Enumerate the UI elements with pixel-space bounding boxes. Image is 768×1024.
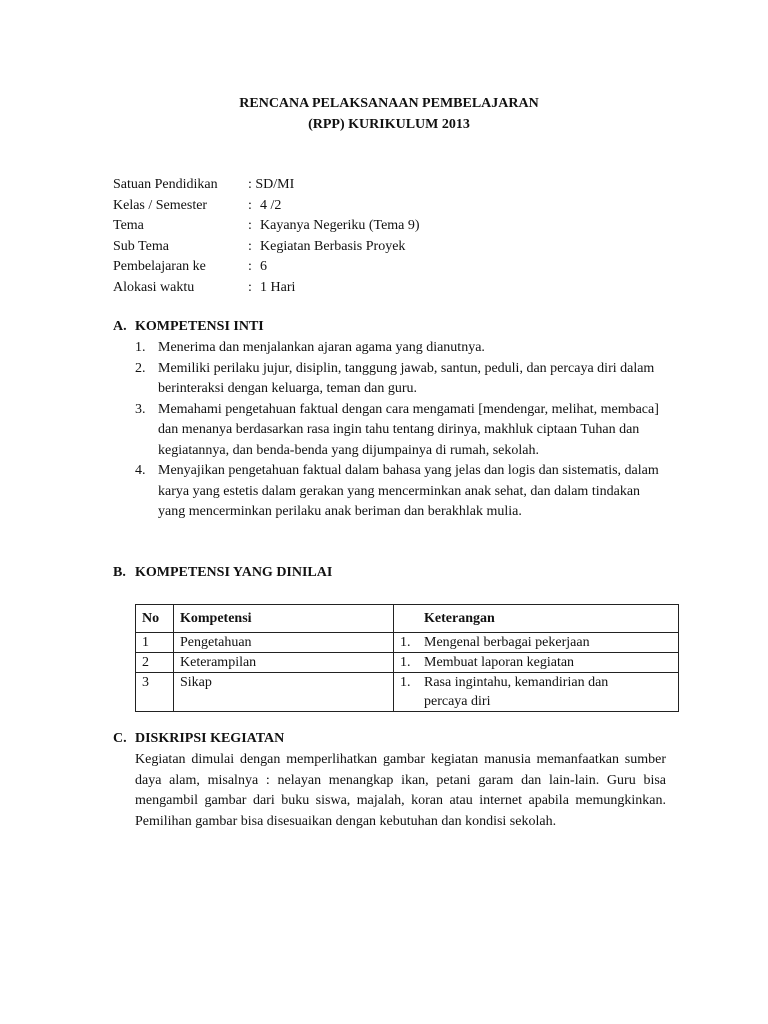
identity-value: 1 Hari bbox=[260, 279, 296, 295]
cell-keterangan bbox=[394, 673, 679, 712]
keterangan-text: Mengenal berbagai pekerjaan bbox=[424, 635, 590, 650]
identity-colon: : bbox=[248, 259, 252, 274]
table-header-row bbox=[136, 605, 679, 633]
list-item-text: Menerima dan menjalankan ajaran agama yang dianutnya. bbox=[158, 340, 485, 355]
identity-colon: : bbox=[248, 218, 252, 233]
section-c-title: DISKRIPSI KEGIATAN bbox=[135, 731, 285, 746]
keterangan-text: Membuat laporan kegiatan bbox=[424, 655, 575, 670]
list-item-text: Memahami pengetahuan faktual dengan cara mengamati [mendengar, melihat, membaca] dan menanya berdasarkan rasa ingin tahu tentang dirinya, makhluk ciptaan Tuhan dan kegiatannya, dan benda-benda yang dijumpainya di rumah, sekolah. bbox=[158, 401, 659, 458]
keterangan-number: 1. bbox=[400, 675, 411, 690]
deskripsi-paragraph: Kegiatan dimulai dengan memperlihatkan gambar kegiatan manusia memanfaatkan sumber daya alam, misalnya : nelayan menangkap ikan, petani garam dan lain-lain. Guru bisa mengambil gambar dari buku siswa, majalah, koran atau internet apabila memungkinkan. Pemilihan gambar bisa disesuaikan dengan kebutuhan dan kondisi sekolah. bbox=[135, 752, 666, 829]
section-a-letter: A. bbox=[113, 319, 127, 334]
cell-no: 3 bbox=[136, 673, 174, 712]
list-item-text: Menyajikan pengetahuan faktual dalam bahasa yang jelas dan logis dan sistematis, dalam karya yang estetis dalam gerakan yang mencerminkan anak sehat, dan dalam tindakan yang mencerminkan perilaku anak beriman dan berakhlak mulia. bbox=[158, 463, 659, 519]
section-a-heading bbox=[113, 317, 264, 338]
identity-label: Tema bbox=[113, 218, 144, 233]
section-c-heading bbox=[113, 729, 284, 750]
identity-value: Kegiatan Berbasis Proyek bbox=[260, 238, 406, 254]
cell-kompetensi: Pengetahuan bbox=[174, 633, 394, 653]
identity-label: Kelas / Semester bbox=[113, 197, 208, 213]
identity-value: Kayanya Negeriku (Tema 9) bbox=[260, 218, 420, 233]
cell-keterangan bbox=[394, 653, 679, 673]
header-keterangan: Keterangan bbox=[394, 605, 679, 633]
identity-colon: : bbox=[248, 197, 252, 213]
section-a-title: KOMPETENSI INTI bbox=[135, 319, 264, 334]
cell-kompetensi: Sikap bbox=[174, 673, 394, 712]
section-b-letter: B. bbox=[113, 565, 126, 580]
header-no: No bbox=[136, 605, 174, 633]
header-kompetensi: Kompetensi bbox=[174, 605, 394, 633]
list-item-text: Memiliki perilaku jujur, disiplin, tanggung jawab, santun, peduli, dan percaya diri dalam berinteraksi dengan keluarga, teman dan guru. bbox=[158, 360, 655, 396]
keterangan-number: 1. bbox=[400, 655, 411, 670]
list-item-number: 4. bbox=[135, 463, 146, 478]
list-item-number: 3. bbox=[135, 401, 146, 417]
identity-label: Sub Tema bbox=[113, 238, 169, 254]
identity-value: 6 bbox=[260, 259, 267, 274]
section-b-title: KOMPETENSI YANG DINILAI bbox=[135, 565, 333, 580]
identity-value: : SD/MI bbox=[248, 177, 295, 192]
cell-no: 1 bbox=[136, 633, 174, 653]
title-line-1: RENCANA PELAKSANAAN PEMBELAJARAN bbox=[239, 96, 539, 111]
kompetensi-table bbox=[135, 604, 679, 712]
list-item bbox=[135, 461, 665, 523]
document-title bbox=[0, 94, 768, 135]
identity-label: Pembelajaran ke bbox=[113, 259, 206, 274]
identity-colon: : bbox=[248, 238, 252, 254]
kompetensi-inti-list bbox=[135, 338, 665, 523]
title-line-2: (RPP) KURIKULUM 2013 bbox=[308, 116, 470, 132]
identity-label: Satuan Pendidikan bbox=[113, 177, 218, 192]
cell-keterangan bbox=[394, 633, 679, 653]
identity-label: Alokasi waktu bbox=[113, 279, 195, 295]
keterangan-text: Rasa ingintahu, kemandirian dan percaya diri bbox=[424, 675, 609, 709]
table-row bbox=[136, 653, 679, 673]
cell-no: 2 bbox=[136, 653, 174, 673]
table-row bbox=[136, 673, 679, 712]
list-item-number: 2. bbox=[135, 360, 146, 376]
list-item-number: 1. bbox=[135, 340, 146, 355]
list-item bbox=[135, 338, 665, 359]
identity-colon: : bbox=[248, 279, 252, 295]
list-item bbox=[135, 400, 665, 462]
section-b-heading bbox=[113, 563, 332, 584]
section-c-letter: C. bbox=[113, 731, 127, 746]
table-row bbox=[136, 633, 679, 653]
keterangan-number: 1. bbox=[400, 635, 411, 650]
identity-value: 4 /2 bbox=[260, 197, 282, 213]
list-item bbox=[135, 359, 665, 400]
cell-kompetensi: Keterampilan bbox=[174, 653, 394, 673]
